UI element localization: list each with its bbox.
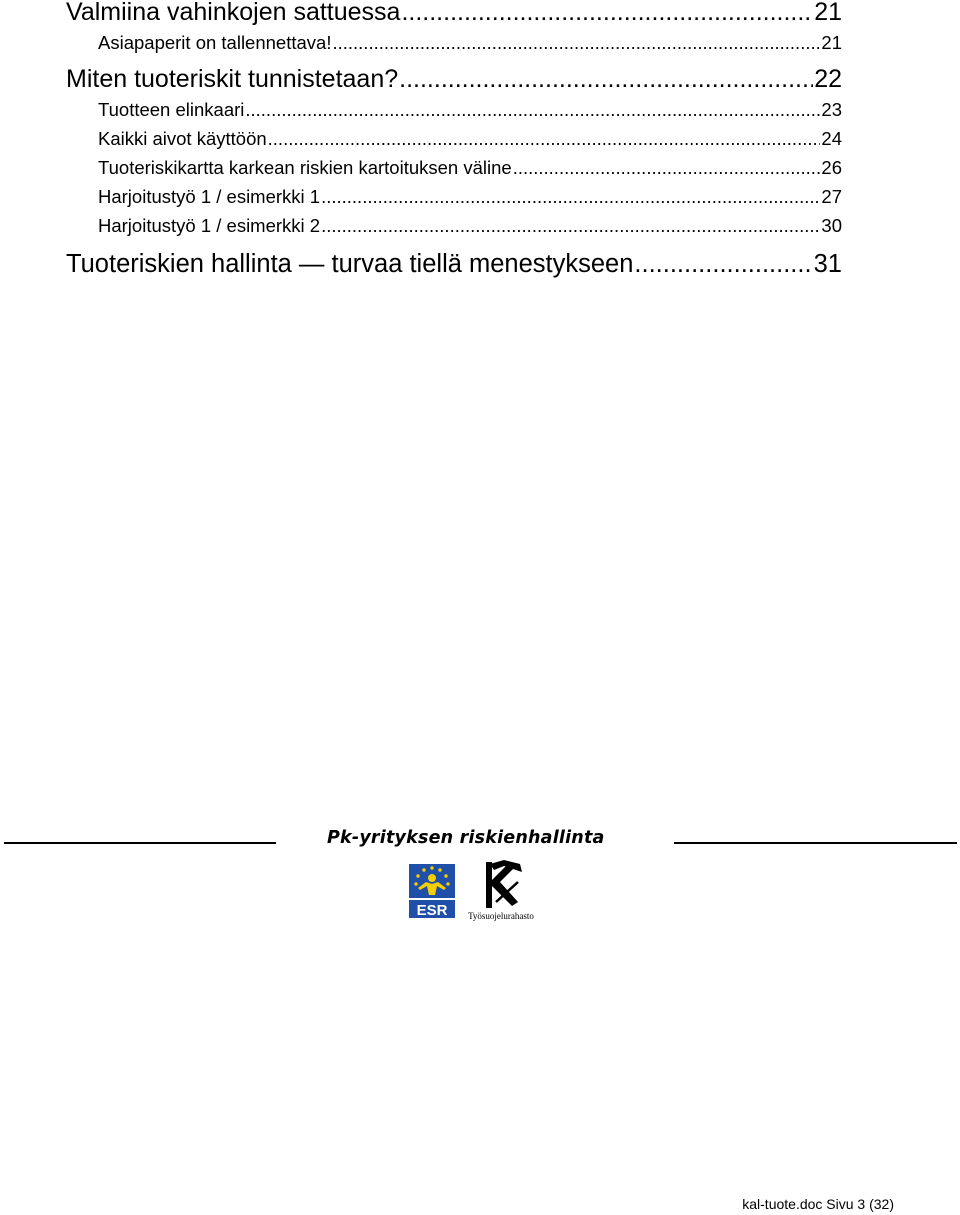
toc-dot-leader [513,153,821,182]
toc-dot-leader [401,0,813,28]
toc-entry-page: 31 [813,250,842,278]
toc-dot-leader [268,124,821,153]
footer-title: Pk-yrityksen riskienhallinta [327,828,605,848]
page-number: kal-tuote.doc Sivu 3 (32) [742,1196,894,1212]
tsr-logo [460,858,542,922]
toc-entry[interactable] [66,182,842,211]
toc-entry[interactable] [66,28,842,57]
toc-entry-page: 26 [821,157,842,178]
toc-entry[interactable] [66,95,842,124]
toc-entry[interactable] [66,153,842,182]
toc-entry-title: Tuoteriskien hallinta — turvaa tiellä menestykseen [66,250,634,278]
toc-entry-page: 24 [821,128,842,149]
toc-entry-title: Tuoteriskikartta karkean riskien kartoituksen väline [98,157,512,178]
toc-entry-title: Tuotteen elinkaari [98,99,245,120]
toc-entry[interactable] [66,63,842,95]
toc-entry-page: 22 [814,65,842,93]
toc-entry-title: Harjoitustyö 1 / esimerkki 2 [98,215,321,236]
toc-dot-leader [634,248,812,280]
toc-dot-leader [321,211,820,240]
toc-entry-title: Valmiina vahinkojen sattuessa [66,0,401,26]
toc-dot-leader [399,63,813,95]
toc-entry-page: 30 [821,215,842,236]
toc-entry-page: 23 [821,99,842,120]
toc-entry[interactable] [66,0,842,28]
table-of-contents [66,0,842,280]
toc-entry[interactable] [66,248,842,280]
toc-entry-page: 21 [821,32,842,53]
tsr-logo-text: Työsuojelurahasto [468,911,534,921]
toc-entry[interactable] [66,211,842,240]
footer-rule-left [4,842,276,844]
toc-dot-leader [321,182,820,211]
footer-band [0,826,960,860]
toc-entry-title: Harjoitustyö 1 / esimerkki 1 [98,186,321,207]
toc-entry-page: 21 [814,0,842,26]
toc-entry-title: Asiapaperit on tallennettava! [98,32,332,53]
esr-logo [408,862,456,920]
footer-rule-right [674,842,957,844]
toc-entry-title: Miten tuoteriskit tunnistetaan? [66,65,399,93]
esr-logo-text: ESR [416,902,448,919]
toc-entry[interactable] [66,124,842,153]
toc-entry-title: Kaikki aivot käyttöön [98,128,267,149]
toc-entry-page: 27 [821,186,842,207]
toc-dot-leader [245,95,820,124]
toc-dot-leader [332,28,820,57]
